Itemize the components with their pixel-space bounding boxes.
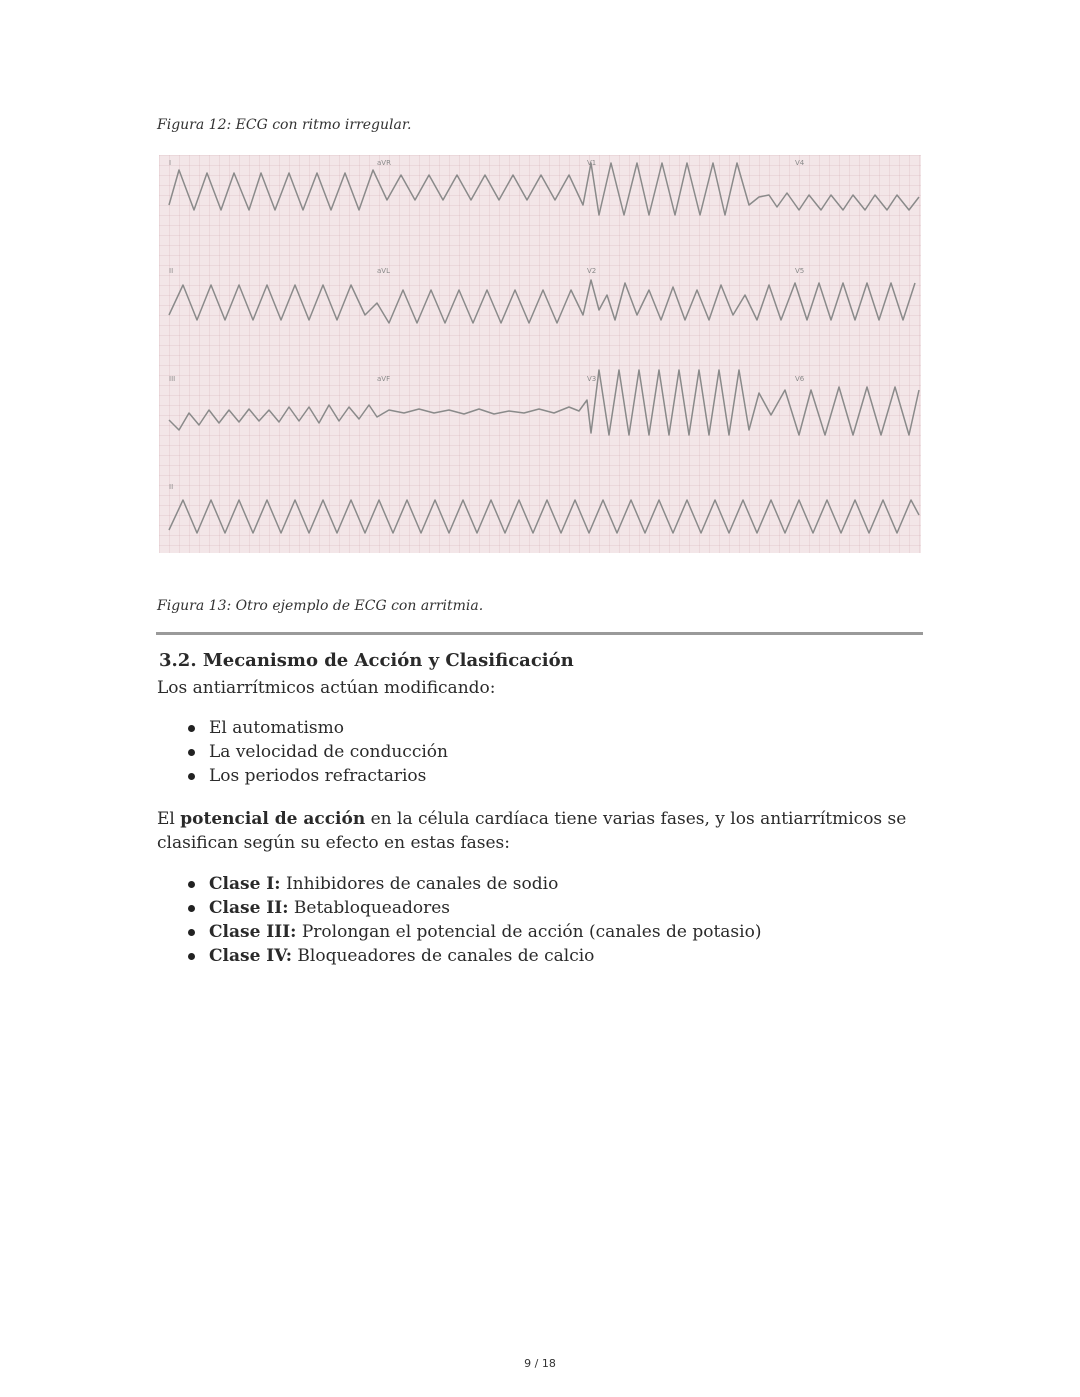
lead-label: V4 <box>795 159 805 167</box>
section-divider <box>156 632 923 635</box>
lead-label: II <box>169 267 174 275</box>
list-item <box>209 896 761 920</box>
ecg-traces <box>159 155 921 553</box>
lead-label: V2 <box>587 267 597 275</box>
class-description: Betabloqueadores <box>288 898 451 918</box>
class-label: Clase IV: <box>209 946 293 966</box>
lead-label: III <box>169 375 176 383</box>
paragraph-bold-term: potencial de acción <box>180 809 366 829</box>
class-label: Clase I: <box>209 874 281 894</box>
paragraph-text: en la célula cardíaca tiene varias fases, y los antiarrítmicos se clasifican según su efecto en estas fases: <box>157 809 907 853</box>
list-item: Los periodos refractarios <box>209 764 448 788</box>
page-number: 9 / 18 <box>524 1357 556 1370</box>
class-label: Clase II: <box>209 898 289 918</box>
list-item: La velocidad de conducción <box>209 742 448 762</box>
classes-list <box>157 872 761 968</box>
action-potential-paragraph <box>157 807 917 855</box>
lead-label: II <box>169 483 174 491</box>
ecg-image <box>159 155 921 553</box>
lead-label: V3 <box>587 375 597 383</box>
paragraph-text: El <box>157 809 181 829</box>
lead-label: V6 <box>795 375 805 383</box>
lead-label: aVL <box>377 267 390 275</box>
class-description: Prolongan el potencial de acción (canales de potasio) <box>296 922 762 942</box>
class-description: Bloqueadores de canales de calcio <box>292 946 595 966</box>
figure-13-caption: Figura 13: Otro ejemplo de ECG con arritmia. <box>157 598 484 614</box>
intro-text: Los antiarrítmicos actúan modificando: <box>157 678 496 698</box>
list-item: El automatismo <box>209 716 448 740</box>
lead-label: aVF <box>377 375 391 383</box>
figure-12-caption: Figura 12: ECG con ritmo irregular. <box>157 117 412 133</box>
lead-label: aVR <box>377 159 391 167</box>
section-heading: 3.2. Mecanismo de Acción y Clasificación <box>159 650 574 671</box>
list-item <box>209 920 761 944</box>
list-item <box>209 872 761 896</box>
lead-label: V5 <box>795 267 805 275</box>
class-description: Inhibidores de canales de sodio <box>280 874 559 894</box>
effects-list <box>157 716 448 788</box>
list-item <box>209 944 761 968</box>
class-label: Clase III: <box>209 922 297 942</box>
lead-label: V1 <box>587 159 597 167</box>
lead-label: I <box>169 159 172 167</box>
